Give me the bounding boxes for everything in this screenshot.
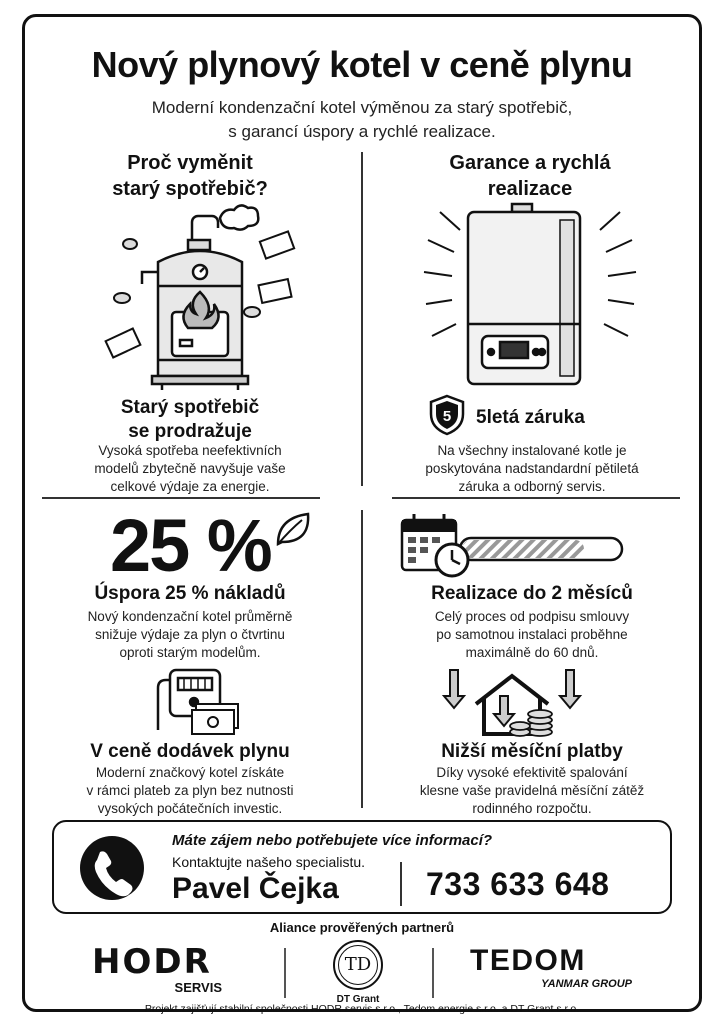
dt-grant-logo: [326, 940, 390, 1005]
text-line: klesne vaše pravidelná měsíční zátěž: [419, 783, 645, 798]
contact-question: Máte zájem nebo potřebujete více informací?: [172, 832, 493, 849]
text-line: v rámci plateb za plyn bez nutnosti: [86, 783, 294, 798]
heading-line: realizace: [487, 178, 573, 200]
shield-number: 5: [442, 408, 452, 425]
gas-meter-icon: [148, 666, 244, 736]
text-line: Vysoká spotřeba neefektivních: [98, 443, 282, 458]
money-bill-icon: [192, 704, 238, 734]
column-divider: [361, 510, 363, 808]
text-line: poskytována nadstandardní pětiletá: [425, 461, 639, 476]
text-line: Díky vysoké efektivitě spalování: [436, 765, 628, 780]
guarantee-heading: [400, 150, 660, 202]
row-divider: [42, 497, 320, 499]
specialist-name: Pavel Čejka: [172, 872, 339, 905]
partners-title: Aliance prověřených partnerů: [269, 920, 455, 935]
text-line: celkové výdaje za energie.: [110, 479, 270, 494]
heading-line: Starý spotřebič: [120, 397, 260, 418]
heading-line: starý spotřebič?: [112, 178, 268, 200]
hodr-logo-text: HODR: [92, 942, 212, 982]
text-line: vysokých počátečních investic.: [97, 801, 283, 816]
gas-price-text: [60, 764, 320, 818]
text-line: Celý proces od podpisu smlouvy: [434, 609, 630, 624]
gas-price-heading: V ceně dodávek plynu: [90, 741, 290, 762]
text-line: oproti starým modelům.: [119, 645, 261, 660]
column-divider: [361, 152, 363, 486]
warranty-text: [392, 442, 672, 496]
page-title: Nový plynový kotel v ceně plynu: [91, 44, 633, 85]
why-replace-heading: [60, 150, 320, 202]
contact-prompt: Kontaktujte našeho specialistu.: [172, 854, 366, 870]
dt-grant-label: DT Grant: [336, 994, 380, 1005]
text-line: maximálně do 60 dnů.: [465, 645, 599, 660]
text-line: Nový kondenzační kotel průměrně: [87, 609, 293, 624]
footer-text: Projekt zajišťují stabilní společnosti HODR servis s.r.o., Tedom energie s.r.o. a DT Grant s.r.o.: [144, 1003, 580, 1015]
clock-icon: [436, 544, 468, 576]
tedom-logo-text: TEDOM: [470, 944, 586, 977]
old-appliance-text: [60, 442, 320, 496]
hodr-logo-sub: SERVIS: [174, 980, 222, 995]
coin-icon: [510, 710, 552, 736]
monthly-payments-heading: Nižší měsíční platby: [441, 741, 623, 762]
old-boiler-icon: [100, 200, 310, 390]
realization-heading: Realizace do 2 měsíců: [431, 583, 633, 604]
calendar-icon: [400, 512, 626, 580]
text-line: snižuje výdaje za plyn o čtvrtinu: [95, 627, 285, 642]
text-line: po samotnou instalaci proběhne: [436, 627, 628, 642]
tedom-logo-sub: YANMAR GROUP: [541, 978, 632, 990]
page-subtitle: [0, 96, 724, 144]
monthly-payments-text: [392, 764, 672, 818]
savings-big-number: 25 %: [110, 504, 271, 587]
text-line: rodinného rozpočtu.: [472, 801, 592, 816]
heading-line: Proč vyměnit: [127, 152, 253, 174]
old-appliance-heading: [60, 396, 320, 444]
heading-line: se prodražuje: [128, 421, 252, 442]
partner-divider: [284, 948, 286, 998]
phone-number[interactable]: 733 633 648: [426, 866, 610, 902]
shield-icon: [428, 394, 466, 436]
phone-icon[interactable]: [80, 836, 144, 900]
text-line: záruka a odborný servis.: [458, 479, 606, 494]
subtitle-line: s garancí úspory a rychlé realizace.: [228, 122, 496, 141]
text-line: Na všechny instalované kotle je: [437, 443, 627, 458]
tedom-logo: [470, 944, 640, 990]
contact-divider: [400, 862, 402, 906]
heading-line: Garance a rychlá: [449, 152, 611, 174]
dt-monogram: TD: [344, 954, 372, 975]
realization-text: [392, 608, 672, 662]
savings-text: [60, 608, 320, 662]
hodr-logo: [92, 944, 242, 995]
warranty-heading: 5letá záruka: [476, 407, 585, 428]
subtitle-line: Moderní kondenzační kotel výměnou za starý spotřebič,: [151, 98, 573, 117]
savings-heading: Úspora 25 % nákladů: [94, 583, 286, 604]
text-line: Moderní značkový kotel získáte: [95, 765, 285, 780]
partner-divider: [432, 948, 434, 998]
row-divider: [392, 497, 680, 499]
house-icon: [440, 668, 584, 740]
wall-boiler-icon: [420, 200, 640, 390]
contact-box: [52, 820, 672, 914]
leaf-icon: [272, 510, 312, 550]
text-line: modelů zbytečně navyšuje vaše: [94, 461, 286, 476]
